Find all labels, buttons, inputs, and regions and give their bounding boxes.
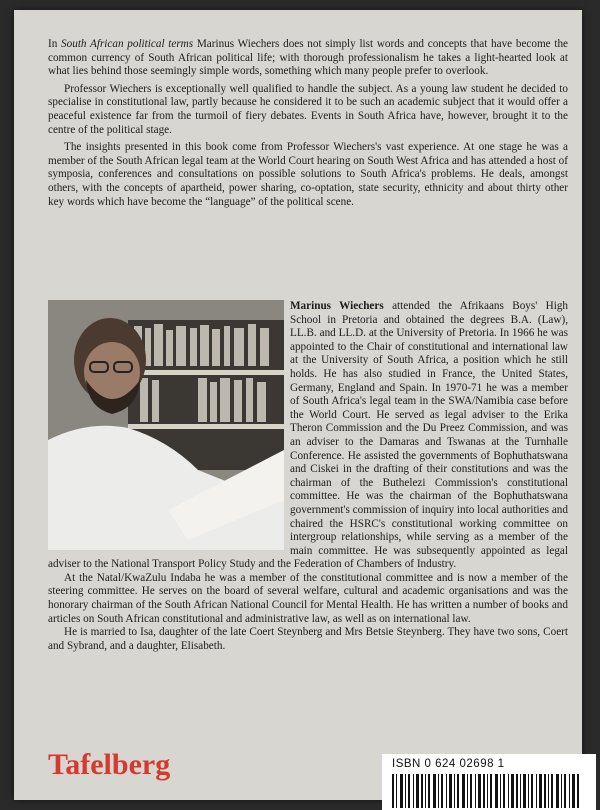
- bio-paragraph-2: At the Natal/KwaZulu Indaba he was a member of the constitutional committee and is now a member of the steering committee. He serves on the board of several welfare, cultural and academic organisations and was the honorary chairman of the South African National Council for Mental Health. He has written a number of books and articles on South African constitutional and administrative law, as well as on international law.: [48, 571, 568, 625]
- author-name: Marinus Wiechers: [290, 300, 384, 312]
- publisher-logo: Tafelberg: [48, 748, 171, 781]
- author-photo: [48, 300, 284, 550]
- isbn-number: ISBN 0 624 02698 1: [392, 758, 505, 770]
- bio-paragraph-3: He is married to Isa, daughter of the late Coert Steynberg and Mrs Betsie Steynberg. They have two sons, Coert and Sybrand, and a daughter, Elisabeth.: [48, 626, 568, 652]
- book-back-cover: [14, 10, 582, 800]
- blurb-prefix: In: [48, 38, 58, 50]
- blurb-paragraph-2: Professor Wiechers is exceptionally well qualified to handle the subject. As a young law student he decided to specialise in constitutional law, partly because he considered it to be such an academic subject that it would offer a peaceful existence far from the turmoil of fiery debates. Events in South Africa have, however, brought it to the centre of the political stage.: [48, 82, 568, 136]
- blurb-paragraph-3: The insights presented in this book come from Professor Wiechers's vast experience. At one stage he was a member of the South African legal team at the World Court hearing on South West Africa and has attended a host of symposia, conferences and consultations on possible solutions to South Africa's problems. He deals, amongst others, with the concepts of apartheid, power sharing, co-optation, state security, ethnicity and about thirty other key words which have become the “language” of the political scene.: [48, 141, 568, 208]
- barcode-icon: [392, 774, 582, 808]
- author-bio: [48, 300, 568, 653]
- blurb-paragraph-1: [48, 38, 568, 79]
- blurb: [48, 38, 568, 213]
- blurb-text: Marinus Wiechers does not simply list words and concepts that have become the common currency of South African political life; with thorough professionalism he takes a light-hearted look at what lies behind those seemingly simple words, something which many people prefer to overlook.: [48, 38, 569, 78]
- bio-text-1: attended the Afrikaans Boys' High School in Pretoria and obtained the degrees B.A. (Law), LL.B. and LL.D. at the University of Pretoria. In 1966 he was appointed to the Chair of constitutional and international law at the University of South Africa, a position which he still holds. He has also studied in France, the United States, Germany, England and Spain. In 1970-71 he was a member of South Africa's legal team in the SWA/Namibia case before the World Court. He served as legal adviser to the Erika Theron Commission and the Du Preez Commission, and was an adviser to the Damaras and Tswanas at the Turnhalle Conference. He assisted the governments of Bophuthatswana and Ciskei in the drafting of their constitutions and was the chairman of the Buthelezi Commission's constitutional committee. He was the chairman of the Bophuthatswana government's commission of inquiry into local authorities and chaired the HSRC's constitutional working committee on intergroup relationships, while serving as a member of the main committee. He was subsequently appointed as legal adviser to the National Transport Policy Study and the Federation of Chambers of Industry.: [48, 300, 569, 571]
- barcode-area: [382, 754, 596, 810]
- book-title: South African political terms: [61, 38, 194, 50]
- author-photo-image: [48, 300, 284, 550]
